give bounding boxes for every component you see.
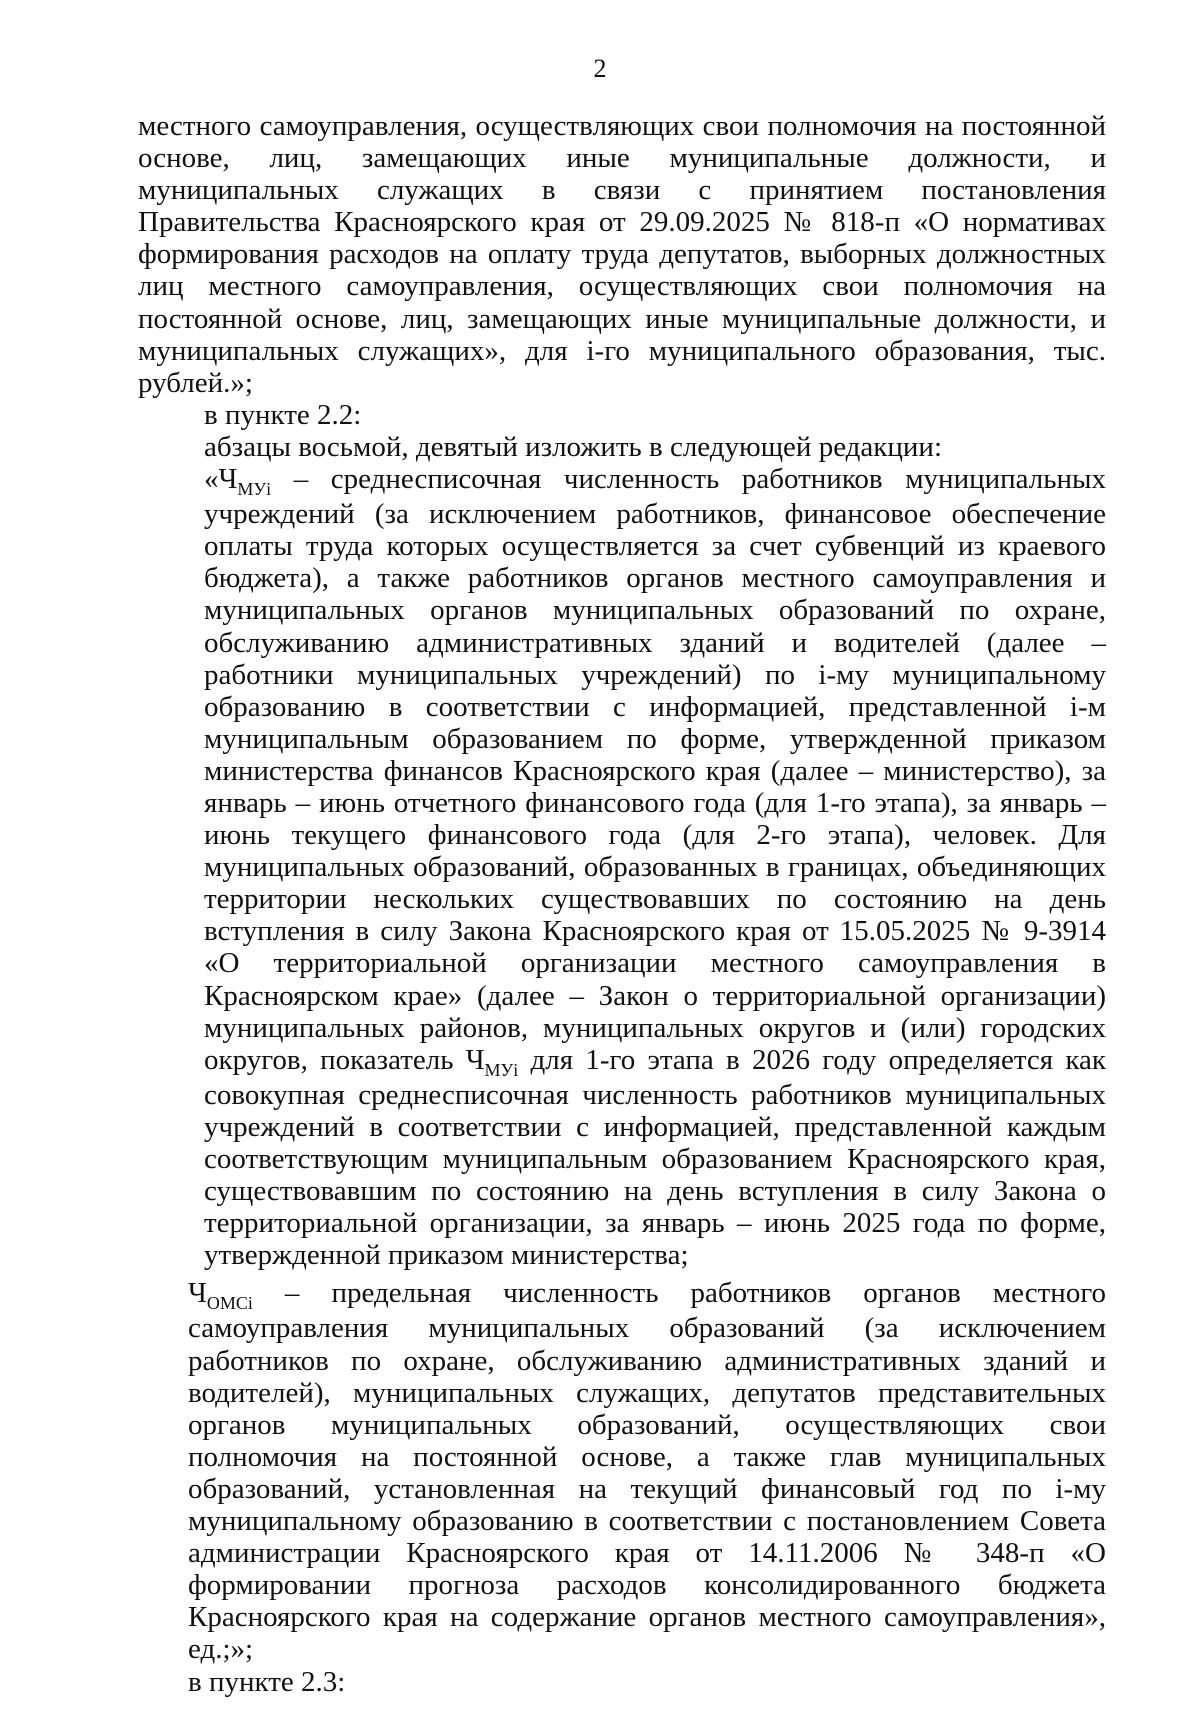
paragraph-instruction: абзацы восьмой, девятый изложить в следующей редакции: xyxy=(204,430,943,463)
paragraph-clause-2-2: в пункте 2.2: xyxy=(204,398,362,431)
paragraph-chomsc-definition: $Ч_{ОМСi}$ – предельная численность работников органов местного самоуправления муниципальных образований (за исключением работников по охране, обслуживанию административных зданий и водителей), муниципальных служащих, депутатов представительных органов муниципальных образований, осуществляющих свои полномочия на постоянной основе, а также глав муниципальных образований, установленная на текущий финансовый год по i-му муниципальному образованию в соответствии с постановлением Совета администрации Красноярского края от 14.11.2006 № 348-п «О формировании прогноза расходов консолидированного бюджета Красноярского края на содержание органов местного самоуправления», ед.;»; xyxy=(188,1277,1106,1666)
chomsc-symbol: $Ч_{ОМСi}$ xyxy=(188,1277,253,1314)
paragraph-chmu-definition: «$Ч_{МУi}$ – среднесписочная численность работников муниципальных учреждений (за исключением работников, финансовое обеспечение оплаты труда которых осуществляется за счет субвенций из краевого бюджета), а также работников органов местного самоуправления и муниципальных органов муниципальных образований по охране, обслуживанию административных зданий и водителей (далее – работники муниципальных учреждений) по i-му муниципальному образованию в соответствии с информацией, представленной i-м муниципальным образованием по форме, утвержденной приказом министерства финансов Красноярского края (далее – министерство), за январь – июнь отчетного финансового года (для 1-го этапа), за январь – июнь текущего финансового года (для 2-го этапа), человек. Для муниципальных образований, образованных в границах, объединяющих территории нескольких существовавших по состоянию на день вступления в силу Закона Красноярского края от 15.05.2025 № 9-3914 «О территориальной организации местного самоуправления в Красноярском крае» (далее – Закон о территориальной организации) муниципальных районов, муниципальных округов и (или) городских округов, показатель $Ч_{МУi}$ для 1-го этапа в 2026 году определяется как совокупная среднесписочная численность работников муниципальных учреждений в соответствии с информацией, представленной каждым соответствующим муниципальным образованием Красноярского края, существовавшим по состоянию на день вступления в силу Закона о территориальной организации, за январь – июнь 2025 года по форме, утвержденной приказом министерства; xyxy=(204,463,1106,1272)
paragraph-continuation: местного самоуправления, осуществляющих свои полномочия на постоянной основе, лиц, замещающих иные муниципальные должности, и муниципальных служащих в связи с принятием постановления Правительства Красноярского края от 29.09.2025 № 818-п «О нормативах формирования расходов на оплату труда депутатов, выборных должностных лиц местного самоуправления, осуществляющих свои полномочия на постоянной основе, лиц, замещающих иные муниципальные должности, и муниципальных служащих», для i-го муниципального образования, тыс. рублей.»; xyxy=(138,110,1106,399)
document-body xyxy=(138,110,1106,1698)
chmu-symbol-inline: $Ч_{МУi}$ xyxy=(465,1043,519,1080)
paragraph-clause-2-3: в пункте 2.3: xyxy=(188,1665,346,1698)
chmu-symbol: «$Ч_{МУi}$ xyxy=(204,463,272,500)
page-number: 2 xyxy=(593,54,607,83)
